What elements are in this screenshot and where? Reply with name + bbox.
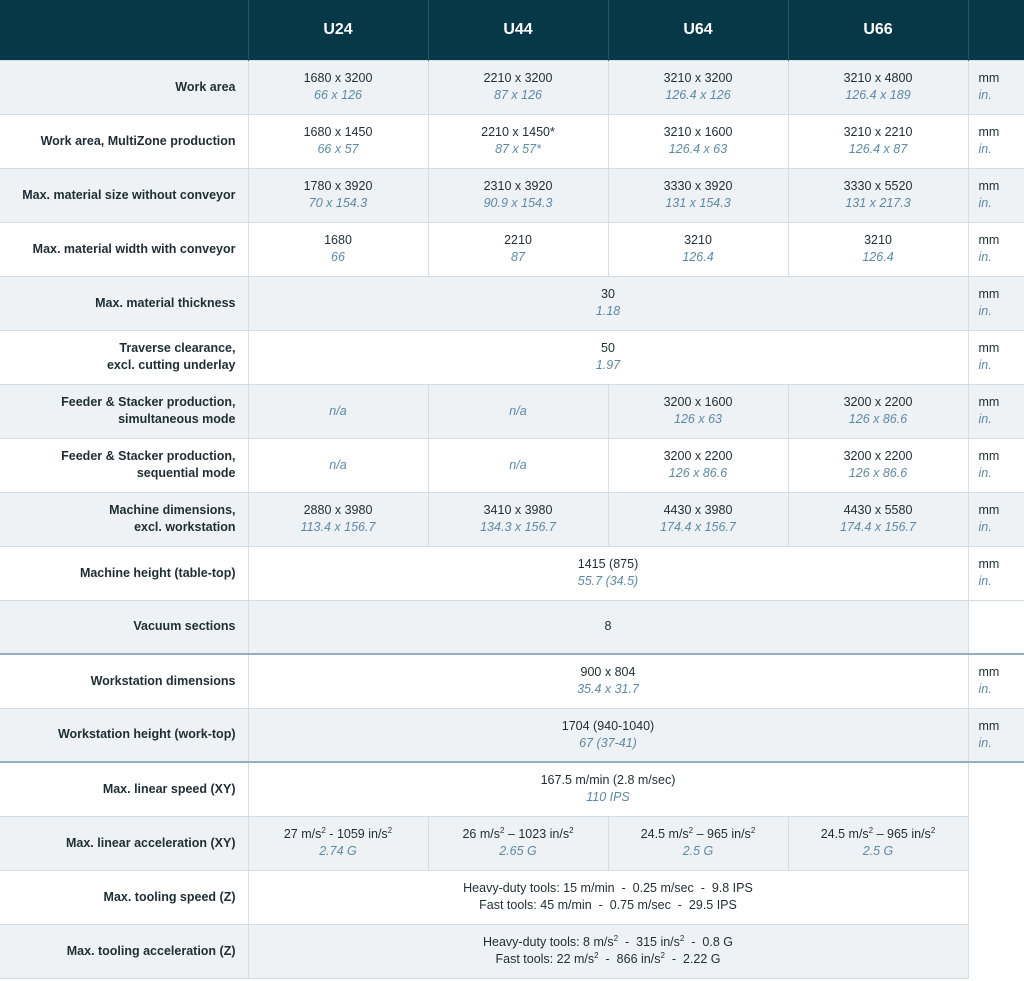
value-cell — [608, 114, 788, 168]
metric-value: 4430 x 5580 — [843, 503, 913, 517]
row-label: Workstation dimensions — [0, 654, 248, 708]
value: 8 — [604, 619, 612, 634]
fast-tools-value: Fast tools: 45 m/min - 0.75 m/sec - 29.5 IPS — [479, 898, 737, 912]
imperial-value: 87 x 126 — [494, 88, 542, 102]
row-linear-speed — [0, 762, 1024, 816]
row-label-line2: sequential mode — [136, 466, 236, 480]
value-cell — [788, 114, 968, 168]
row-label-line1: Feeder & Stacker production, — [61, 395, 236, 409]
metric-value: 2210 x 3200 — [483, 71, 553, 85]
value-cell — [788, 60, 968, 114]
unit-cell — [968, 114, 1024, 168]
model-header-u44: U44 — [428, 0, 608, 60]
unit-metric: mm — [978, 125, 1000, 139]
unit-cell — [968, 276, 1024, 330]
unit-metric: mm — [978, 503, 1000, 517]
acceleration-value: 24.5 $m/s^2 - 965$ $in/s^2$ — [640, 825, 756, 841]
unit-imperial: in. — [978, 682, 992, 697]
value-cell — [428, 816, 608, 870]
unit-imperial: in. — [978, 304, 992, 318]
value-cell — [428, 60, 608, 114]
unit-metric: mm — [978, 71, 1000, 85]
metric-value: 50 — [601, 341, 615, 355]
value-cell — [248, 816, 428, 870]
metric-value: 3210 x 4800 — [843, 71, 913, 85]
row-label: Vacuum sections — [0, 600, 248, 654]
unit-metric: mm — [978, 233, 1000, 247]
unit-imperial: in. — [978, 735, 992, 750]
heavy-duty-tools-value: Heavy-duty tools: 8 $m/s^2 - 315$ $in/s^2 - 0.8$ G — [483, 933, 733, 949]
metric-value: 1680 x 3200 — [303, 71, 373, 85]
empty-unit-cell — [968, 762, 1024, 816]
imperial-value: 174.4 x 156.7 — [840, 520, 916, 534]
value-cell — [248, 276, 968, 330]
value-cell — [428, 168, 608, 222]
unit-imperial: in. — [978, 358, 992, 372]
row-label: Work area, MultiZone production — [0, 114, 248, 168]
row-label: Max. tooling acceleration (Z) — [0, 924, 248, 978]
row-label-line2: excl. cutting underlay — [106, 358, 236, 372]
value-cell — [428, 222, 608, 276]
row-tooling-speed — [0, 870, 1024, 924]
unit-imperial: in. — [978, 466, 992, 480]
value-cell — [788, 168, 968, 222]
metric-value: 30 — [601, 287, 615, 301]
unit-cell — [968, 546, 1024, 600]
metric-value: 2210 x 1450* — [481, 125, 555, 139]
metric-value: 2880 x 3980 — [303, 503, 373, 517]
value-cell — [608, 60, 788, 114]
row-label — [0, 330, 248, 384]
imperial-value: 55.7 (34.5) — [577, 574, 639, 588]
unit-metric: mm — [978, 179, 1000, 193]
value-cell — [248, 870, 968, 924]
row-label: Max. linear acceleration (XY) — [0, 816, 248, 870]
row-label-line1: Feeder & Stacker production, — [61, 449, 236, 463]
value-cell — [428, 384, 608, 438]
imperial-value: 126.4 x 189 — [845, 88, 911, 102]
model-header-u24: U24 — [248, 0, 428, 60]
unit-imperial: in. — [978, 250, 992, 264]
unit-imperial: in. — [978, 412, 992, 426]
imperial-value: 67 (37-41) — [579, 735, 637, 750]
imperial-value: 126 x 86.6 — [668, 466, 728, 480]
row-tooling-acceleration — [0, 924, 1024, 978]
not-available-value: n/a — [509, 403, 527, 418]
unit-imperial: in. — [978, 196, 992, 210]
row-feeder-simultaneous — [0, 384, 1024, 438]
row-max-material-size — [0, 168, 1024, 222]
value-cell — [248, 438, 428, 492]
imperial-value: 126 x 86.6 — [848, 412, 908, 426]
imperial-value: 66 x 57 — [317, 142, 359, 156]
heavy-duty-tools-value: Heavy-duty tools: 15 m/min - 0.25 m/sec - 9.8 IPS — [463, 881, 753, 895]
value-cell — [428, 438, 608, 492]
row-feeder-sequential — [0, 438, 1024, 492]
unit-metric: mm — [978, 665, 1000, 680]
imperial-value: 66 — [331, 250, 345, 264]
value-cell — [788, 492, 968, 546]
row-max-material-width — [0, 222, 1024, 276]
value-cell — [788, 816, 968, 870]
value-cell — [608, 168, 788, 222]
metric-value: 3200 x 1600 — [663, 395, 733, 409]
value-cell — [248, 492, 428, 546]
header-corner — [0, 0, 248, 60]
metric-value: 3200 x 2200 — [843, 449, 913, 463]
unit-cell — [968, 60, 1024, 114]
metric-value: 1680 x 1450 — [303, 125, 373, 139]
unit-cell — [968, 222, 1024, 276]
row-label — [0, 438, 248, 492]
unit-metric: mm — [978, 557, 1000, 571]
value-cell — [788, 438, 968, 492]
unit-metric: mm — [978, 341, 1000, 355]
metric-value: 3200 x 2200 — [843, 395, 913, 409]
row-workstation-dimensions — [0, 654, 1024, 708]
fast-tools-value: Fast tools: 22 $m/s^2 - 866$ $in/s^2 - 2.22$ G — [495, 950, 721, 966]
imperial-value: 90.9 x 154.3 — [483, 196, 553, 210]
metric-value: 3200 x 2200 — [663, 449, 733, 463]
unit-metric: mm — [978, 449, 1000, 463]
unit-cell — [968, 384, 1024, 438]
acceleration-value: 26 $m/s^2 - 1023$ $in/s^2$ — [462, 825, 574, 841]
empty-unit-cell — [968, 870, 1024, 924]
row-label-line2: excl. workstation — [134, 520, 236, 534]
row-label: Work area — [0, 60, 248, 114]
g-value: 2.74 G — [319, 844, 357, 858]
not-available-value: n/a — [329, 403, 347, 418]
imperial-value: 70 x 154.3 — [308, 196, 368, 210]
unit-cell — [968, 708, 1024, 762]
value-cell — [248, 546, 968, 600]
row-label — [0, 492, 248, 546]
header-unit-column — [968, 0, 1024, 60]
g-value: 2.5 G — [682, 844, 714, 858]
unit-imperial: in. — [978, 88, 992, 102]
acceleration-value: 27 $m/s^2 - 1059$ $in/s^2$ — [283, 825, 393, 841]
imperial-value: 66 x 126 — [314, 88, 362, 102]
value-cell — [788, 222, 968, 276]
metric-value: 4430 x 3980 — [663, 503, 733, 517]
value-cell — [608, 438, 788, 492]
imperial-value: 35.4 x 31.7 — [577, 682, 639, 697]
imperial-value: 131 x 154.3 — [665, 196, 731, 210]
imperial-value: 134.3 x 156.7 — [480, 520, 556, 534]
row-label: Max. material size without conveyor — [0, 168, 248, 222]
empty-unit-cell — [968, 600, 1024, 654]
value-cell — [248, 654, 968, 708]
metric-value: 3210 x 3200 — [663, 71, 733, 85]
unit-metric: mm — [978, 718, 1000, 733]
unit-cell — [968, 654, 1024, 708]
unit-cell — [968, 438, 1024, 492]
value-cell — [248, 222, 428, 276]
value-cell — [248, 600, 968, 654]
metric-value: 900 x 804 — [580, 665, 636, 680]
metric-value: 1704 (940-1040) — [561, 718, 655, 733]
value-cell — [248, 384, 428, 438]
metric-value: 3210 — [684, 233, 712, 247]
row-label: Workstation height (work-top) — [0, 708, 248, 762]
row-label — [0, 384, 248, 438]
row-linear-acceleration — [0, 816, 1024, 870]
value-cell — [608, 384, 788, 438]
model-header-u64: U64 — [608, 0, 788, 60]
row-label: Max. tooling speed (Z) — [0, 870, 248, 924]
metric-value: 3210 x 1600 — [663, 125, 733, 139]
unit-cell — [968, 330, 1024, 384]
not-available-value: n/a — [509, 457, 527, 472]
header-row — [0, 0, 1024, 60]
imperial-value: 87 — [511, 250, 525, 264]
imperial-value: 1.97 — [595, 358, 621, 372]
g-value: 2.65 G — [499, 844, 537, 858]
unit-cell — [968, 168, 1024, 222]
imperial-value: 126.4 x 87 — [848, 142, 908, 156]
imperial-value: 126.4 x 126 — [665, 88, 731, 102]
secondary-value: 110 IPS — [586, 790, 630, 805]
value-cell — [608, 222, 788, 276]
row-traverse-clearance — [0, 330, 1024, 384]
imperial-value: 131 x 217.3 — [845, 196, 911, 210]
unit-cell — [968, 492, 1024, 546]
row-label-line2: simultaneous mode — [118, 412, 236, 426]
row-machine-height — [0, 546, 1024, 600]
imperial-value: 126 x 63 — [674, 412, 722, 426]
empty-unit-cell — [968, 816, 1024, 870]
empty-unit-cell — [968, 924, 1024, 978]
not-available-value: n/a — [329, 457, 347, 472]
value-cell — [248, 60, 428, 114]
row-workstation-height — [0, 708, 1024, 762]
metric-value: 1780 x 3920 — [303, 179, 373, 193]
primary-value: 167.5 m/min (2.8 m/sec) — [540, 773, 676, 788]
acceleration-value: 24.5 $m/s^2 - 965$ $in/s^2$ — [820, 825, 936, 841]
row-label: Max. material width with conveyor — [0, 222, 248, 276]
value-cell — [608, 492, 788, 546]
metric-value: 3330 x 5520 — [843, 179, 913, 193]
imperial-value: 174.4 x 156.7 — [660, 520, 736, 534]
metric-value: 2210 — [504, 233, 532, 247]
metric-value: 1680 — [324, 233, 352, 247]
imperial-value: 126.4 — [682, 250, 714, 264]
value-cell — [428, 114, 608, 168]
unit-imperial: in. — [978, 142, 992, 156]
row-max-thickness — [0, 276, 1024, 330]
imperial-value: 87 x 57* — [495, 142, 541, 156]
value-cell — [248, 924, 968, 978]
row-label: Max. material thickness — [0, 276, 248, 330]
unit-metric: mm — [978, 287, 1000, 301]
value-cell — [248, 708, 968, 762]
row-work-area — [0, 60, 1024, 114]
metric-value: 3330 x 3920 — [663, 179, 733, 193]
row-label: Machine height (table-top) — [0, 546, 248, 600]
value-cell — [248, 168, 428, 222]
row-machine-dimensions — [0, 492, 1024, 546]
row-label: Max. linear speed (XY) — [0, 762, 248, 816]
value-cell — [248, 114, 428, 168]
value-cell — [248, 330, 968, 384]
row-label-line1: Machine dimensions, — [109, 503, 236, 517]
metric-value: 2310 x 3920 — [483, 179, 553, 193]
imperial-value: 1.18 — [595, 304, 621, 318]
metric-value: 3410 x 3980 — [483, 503, 553, 517]
unit-imperial: in. — [978, 574, 992, 588]
imperial-value: 126 x 86.6 — [848, 466, 908, 480]
unit-imperial: in. — [978, 520, 992, 534]
row-label-line1: Traverse clearance, — [119, 341, 236, 355]
unit-metric: mm — [978, 395, 1000, 409]
model-header-u66: U66 — [788, 0, 968, 60]
imperial-value: 113.4 x 156.7 — [300, 520, 376, 534]
imperial-value: 126.4 x 63 — [668, 142, 728, 156]
row-work-area-multizone — [0, 114, 1024, 168]
metric-value: 1415 (875) — [577, 557, 639, 571]
imperial-value: 126.4 — [862, 250, 894, 264]
value-cell — [788, 384, 968, 438]
metric-value: 3210 — [864, 233, 892, 247]
row-vacuum-sections — [0, 600, 1024, 654]
value-cell — [428, 492, 608, 546]
value-cell — [248, 762, 968, 816]
metric-value: 3210 x 2210 — [843, 125, 913, 139]
g-value: 2.5 G — [862, 844, 894, 858]
value-cell — [608, 816, 788, 870]
